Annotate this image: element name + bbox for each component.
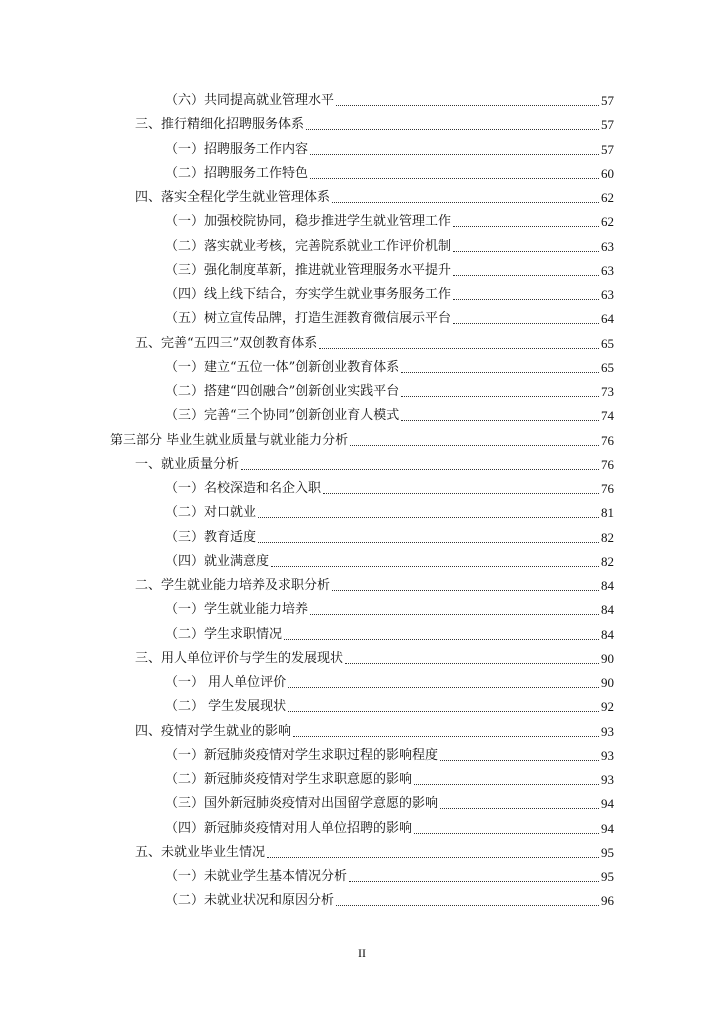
- toc-dot-leader: [306, 129, 599, 130]
- toc-subsection-entry[interactable]: [165, 744, 614, 764]
- toc-section-entry[interactable]: [135, 453, 614, 473]
- toc-entry-title: （二）落实就业考核，完善院系就业工作评价机制: [165, 239, 452, 254]
- toc-dot-leader: [414, 833, 599, 834]
- toc-dot-leader: [453, 299, 599, 300]
- toc-dot-leader: [414, 784, 599, 785]
- toc-part-entry[interactable]: [110, 429, 614, 449]
- toc-subsection-entry[interactable]: [165, 162, 614, 182]
- toc-subsection-entry[interactable]: [165, 283, 614, 303]
- toc-dot-leader: [332, 590, 599, 591]
- toc-dot-leader: [440, 760, 599, 761]
- toc-dot-leader: [336, 105, 599, 106]
- toc-page-number: 93: [601, 748, 614, 763]
- toc-subsection-entry[interactable]: [165, 404, 614, 424]
- toc-entry-title: （五）树立宣传品牌，打造生涯教育微信展示平台: [165, 311, 452, 326]
- toc-page-number: 62: [601, 214, 614, 229]
- toc-page-number: 93: [601, 772, 614, 787]
- toc-entry-title: （二）新冠肺炎疫情对学生求职意愿的影响: [165, 772, 413, 787]
- toc-dot-leader: [350, 445, 599, 446]
- toc-page-number: 95: [601, 869, 614, 884]
- toc-page-number: 84: [601, 602, 614, 617]
- toc-section-entry[interactable]: [135, 647, 614, 667]
- toc-page-number: 74: [601, 408, 614, 423]
- toc-dot-leader: [267, 857, 599, 858]
- toc-entry-title: （二）招聘服务工作特色: [165, 166, 309, 181]
- toc-subsection-entry[interactable]: [165, 889, 614, 909]
- toc-entry-title: （四）就业满意度: [165, 554, 270, 569]
- toc-section-entry[interactable]: [135, 720, 614, 740]
- toc-entry-title: 三、用人单位评价与学生的发展现状: [135, 651, 344, 666]
- page-number-footer: II: [358, 946, 366, 960]
- toc-section-entry[interactable]: [135, 186, 614, 206]
- toc-subsection-entry[interactable]: [165, 817, 614, 837]
- toc-subsection-entry[interactable]: [165, 138, 614, 158]
- toc-entry-title: （一）学生就业能力培养: [165, 602, 309, 617]
- toc-subsection-entry[interactable]: [165, 695, 614, 715]
- toc-entry-title: 四、疫情对学生就业的影响: [135, 724, 292, 739]
- toc-page-number: 62: [601, 190, 614, 205]
- toc-page-number: 63: [601, 239, 614, 254]
- toc-dot-leader: [241, 469, 599, 470]
- toc-entry-title: （四）新冠肺炎疫情对用人单位招聘的影响: [165, 821, 413, 836]
- toc-entry-title: （一） 用人单位评价: [165, 675, 287, 690]
- toc-entry-title: 一、就业质量分析: [135, 457, 240, 472]
- toc-page-number: 63: [601, 263, 614, 278]
- toc-page-number: 82: [601, 530, 614, 545]
- toc-page-number: 76: [601, 481, 614, 496]
- toc-section-entry[interactable]: [135, 332, 614, 352]
- toc-page-number: 65: [601, 360, 614, 375]
- toc-page-number: 73: [601, 384, 614, 399]
- toc-page-number: 93: [601, 724, 614, 739]
- toc-entry-title: （一）建立“五位一体”创新创业教育体系: [165, 360, 400, 375]
- toc-dot-leader: [401, 372, 599, 373]
- toc-entry-title: （一）新冠肺炎疫情对学生求职过程的影响程度: [165, 748, 439, 763]
- toc-section-entry[interactable]: [135, 841, 614, 861]
- toc-entry-title: （二）未就业状况和原因分析: [165, 893, 335, 908]
- toc-dot-leader: [258, 542, 599, 543]
- toc-entry-title: 五、完善“五四三”双创教育体系: [135, 336, 318, 351]
- toc-page-number: 84: [601, 627, 614, 642]
- toc-subsection-entry[interactable]: [165, 477, 614, 497]
- toc-page-number: 94: [601, 821, 614, 836]
- toc-page-number: 81: [601, 505, 614, 520]
- toc-dot-leader: [401, 420, 599, 421]
- toc-dot-leader: [349, 881, 599, 882]
- toc-subsection-entry[interactable]: [165, 768, 614, 788]
- toc-page-number: 82: [601, 554, 614, 569]
- toc-entry-title: 四、落实全程化学生就业管理体系: [135, 190, 331, 205]
- toc-page-number: 84: [601, 578, 614, 593]
- toc-entry-title: （三）强化制度革新，推进就业管理服务水平提升: [165, 263, 452, 278]
- toc-dot-leader: [271, 566, 599, 567]
- toc-dot-leader: [453, 226, 599, 227]
- toc-page-number: 90: [601, 675, 614, 690]
- toc-dot-leader: [453, 251, 599, 252]
- toc-entry-title: （三）国外新冠肺炎疫情对出国留学意愿的影响: [165, 796, 439, 811]
- toc-entry-title: （三）完善“三个协同”创新创业育人模式: [165, 408, 400, 423]
- toc-subsection-entry[interactable]: [165, 501, 614, 521]
- toc-entry-title: （二）学生求职情况: [165, 627, 283, 642]
- toc-entry-title: 五、未就业毕业生情况: [135, 845, 266, 860]
- toc-page-number: 95: [601, 845, 614, 860]
- toc-subsection-entry[interactable]: [165, 550, 614, 570]
- toc-dot-leader: [440, 808, 599, 809]
- toc-entry-title: （一）未就业学生基本情况分析: [165, 869, 348, 884]
- toc-dot-leader: [345, 663, 599, 664]
- toc-page-number: 76: [601, 457, 614, 472]
- toc-entry-title: （一）名校深造和名企入职: [165, 481, 322, 496]
- toc-dot-leader: [284, 639, 599, 640]
- toc-page-number: 65: [601, 336, 614, 351]
- toc-dot-leader: [258, 517, 599, 518]
- toc-entry-title: 三、推行精细化招聘服务体系: [135, 117, 305, 132]
- toc-entry-title: （六）共同提高就业管理水平: [165, 93, 335, 108]
- toc-page-number: 90: [601, 651, 614, 666]
- toc-page-number: 60: [601, 166, 614, 181]
- toc-dot-leader: [323, 493, 599, 494]
- toc-dot-leader: [453, 275, 599, 276]
- toc-page-number: 57: [601, 93, 614, 108]
- toc-entry-title: （一）招聘服务工作内容: [165, 142, 309, 157]
- toc-subsection-entry[interactable]: [165, 307, 614, 327]
- toc-entry-title: 第三部分 毕业生就业质量与就业能力分析: [110, 433, 349, 448]
- toc-dot-leader: [401, 396, 599, 397]
- toc-section-entry[interactable]: [135, 113, 614, 133]
- toc-subsection-entry[interactable]: [165, 792, 614, 812]
- toc-subsection-entry[interactable]: [165, 210, 614, 230]
- toc-subsection-entry[interactable]: [165, 380, 614, 400]
- toc-page-number: 76: [601, 433, 614, 448]
- toc-subsection-entry[interactable]: [165, 598, 614, 618]
- toc-page-number: 96: [601, 893, 614, 908]
- toc-page-number: 94: [601, 796, 614, 811]
- toc-dot-leader: [288, 687, 599, 688]
- toc-subsection-entry[interactable]: [165, 356, 614, 376]
- toc-page-number: 64: [601, 311, 614, 326]
- toc-page-number: 57: [601, 142, 614, 157]
- toc-subsection-entry[interactable]: [165, 259, 614, 279]
- toc-entry-title: （二）搭建“四创融合”创新创业实践平台: [165, 384, 400, 399]
- toc-subsection-entry[interactable]: [165, 623, 614, 643]
- toc-dot-leader: [293, 736, 599, 737]
- toc-dot-leader: [336, 905, 599, 906]
- toc-dot-leader: [332, 202, 599, 203]
- toc-entry-title: （一）加强校院协同，稳步推进学生就业管理工作: [165, 214, 452, 229]
- toc-page-number: 92: [601, 699, 614, 714]
- toc-subsection-entry[interactable]: [165, 865, 614, 885]
- toc-entry-title: （四）线上线下结合，夯实学生就业事务服务工作: [165, 287, 452, 302]
- toc-dot-leader: [453, 323, 599, 324]
- toc-section-entry[interactable]: [135, 574, 614, 594]
- toc-dot-leader: [310, 614, 599, 615]
- toc-entry-title: （二） 学生发展现状: [165, 699, 287, 714]
- toc-dot-leader: [288, 711, 599, 712]
- toc-subsection-entry[interactable]: [165, 235, 614, 255]
- toc-subsection-entry[interactable]: [165, 526, 614, 546]
- toc-subsection-entry[interactable]: [165, 89, 614, 109]
- toc-entry-title: （二）对口就业: [165, 505, 257, 520]
- toc-entry-title: （三）教育适度: [165, 530, 257, 545]
- toc-dot-leader: [310, 178, 599, 179]
- toc-entry-title: 二、学生就业能力培养及求职分析: [135, 578, 331, 593]
- toc-page-number: 57: [601, 117, 614, 132]
- toc-page-number: 63: [601, 287, 614, 302]
- toc-dot-leader: [310, 154, 599, 155]
- toc-subsection-entry[interactable]: [165, 671, 614, 691]
- toc-dot-leader: [319, 348, 599, 349]
